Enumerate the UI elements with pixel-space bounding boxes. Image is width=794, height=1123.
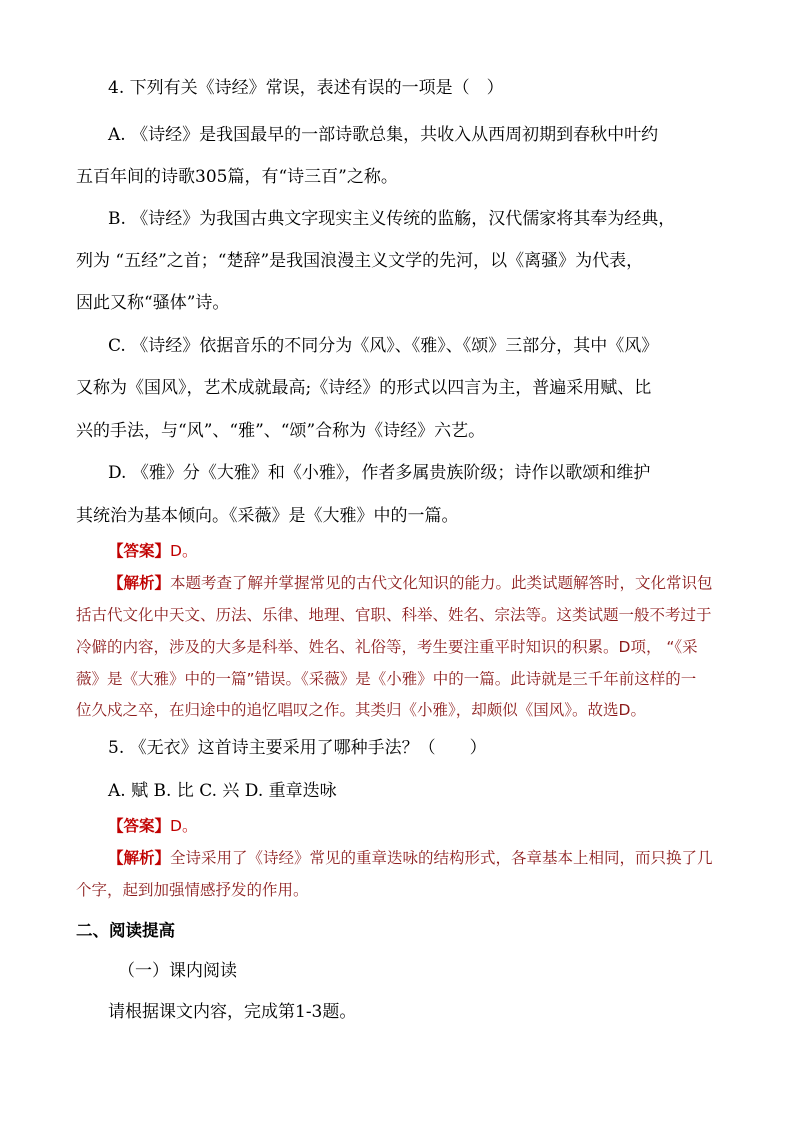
option-a-line-2: 五百年间的诗歌305篇，有“诗三百”之称。 [76,167,398,187]
option-d-line-2: 其统治为基本倾向。《采薇》是《大雅》中的一篇。 [76,506,459,526]
q4-analysis-line-2: 括古代文化中天文、历法、乐律、地理、官职、科举、姓名、宗法等。这类试题一般不考过于 [76,606,712,624]
q4-analysis-line-3: 冷僻的内容，涉及的大多是科举、姓名、礼俗等，考生要注重平时知识的积累。D项， “《采 [76,638,698,656]
answer-tag: 【答案】 [108,542,171,560]
option-c-line-3: 兴的手法，与“风”、“雅”、“颂”合称为《诗经》六艺。 [76,421,486,441]
option-b-line-1: B. 《诗经》为我国古典文字现实主义传统的监觞，汉代儒家将其奉为经典， [108,209,676,229]
question-5-stem: 5. 《无衣》这首诗主要采用了哪种手法？（ ） [108,738,487,758]
question-4-stem: 4. 下列有关《诗经》常误，表述有误的一项是（ ） [108,78,504,98]
q5-answer [108,816,197,836]
analysis-tag: 【解析】 [108,574,171,592]
option-c-line-2: 又称为《国风》，艺术成就最高;《诗经》的形式以四言为主，普遍采用赋、比 [76,378,652,398]
answer-value: D。 [170,542,198,560]
answer-tag: 【答案】 [108,817,171,835]
option-b-line-3: 因此又称“骚体”诗。 [76,293,230,313]
q4-analysis-line-1: 【解析】本题考查了解并掌握常见的古代文化知识的能力。此类试题解答时，文化常识包 [108,574,713,592]
option-a-line-1: A. 《诗经》是我国最早的一部诗歌总集，共收入从西周初期到春秋中叶约 [108,125,659,145]
section-instruction: 请根据课文内容，完成第1-3题。 [108,1002,357,1022]
q5-analysis-line-1: 【解析】全诗采用了《诗经》常见的重章迭咏的结构形式，各章基本上相同，而只换了几 [108,849,713,867]
option-c-line-1: C. 《诗经》依据音乐的不同分为《风》、《雅》、《颂》三部分，其中《风》 [108,336,659,356]
q5-analysis-line-2: 个字，起到加强情感抒发的作用。 [76,881,309,899]
q4-answer [108,541,197,561]
question-5-options: A. 赋 B. 比 C. 兴 D. 重章迭咏 [108,781,337,801]
option-b-line-2: 列为 “五经”之首；“楚辞”是我国浪漫主义文学的先河，以《离骚》为代表， [76,251,644,271]
subsection-heading: （一）课内阅读 [118,961,237,981]
answer-value: D。 [170,817,198,835]
option-d-line-1: D. 《雅》分《大雅》和《小雅》，作者多属贵族阶级；诗作以歌颂和维护 [108,463,651,483]
analysis-tag: 【解析】 [108,849,171,867]
q4-analysis-line-5: 位久戍之卒，在归途中的追忆唱叹之作。其类归《小雅》，却颇似《国风》。故选D。 [76,701,646,719]
section-heading: 二、阅读提高 [76,921,175,940]
q4-analysis-line-4: 薇》是《大雅》中的一篇”错误。《采薇》是《小雅》中的一篇。此诗就是三千年前这样的一 [76,670,697,688]
